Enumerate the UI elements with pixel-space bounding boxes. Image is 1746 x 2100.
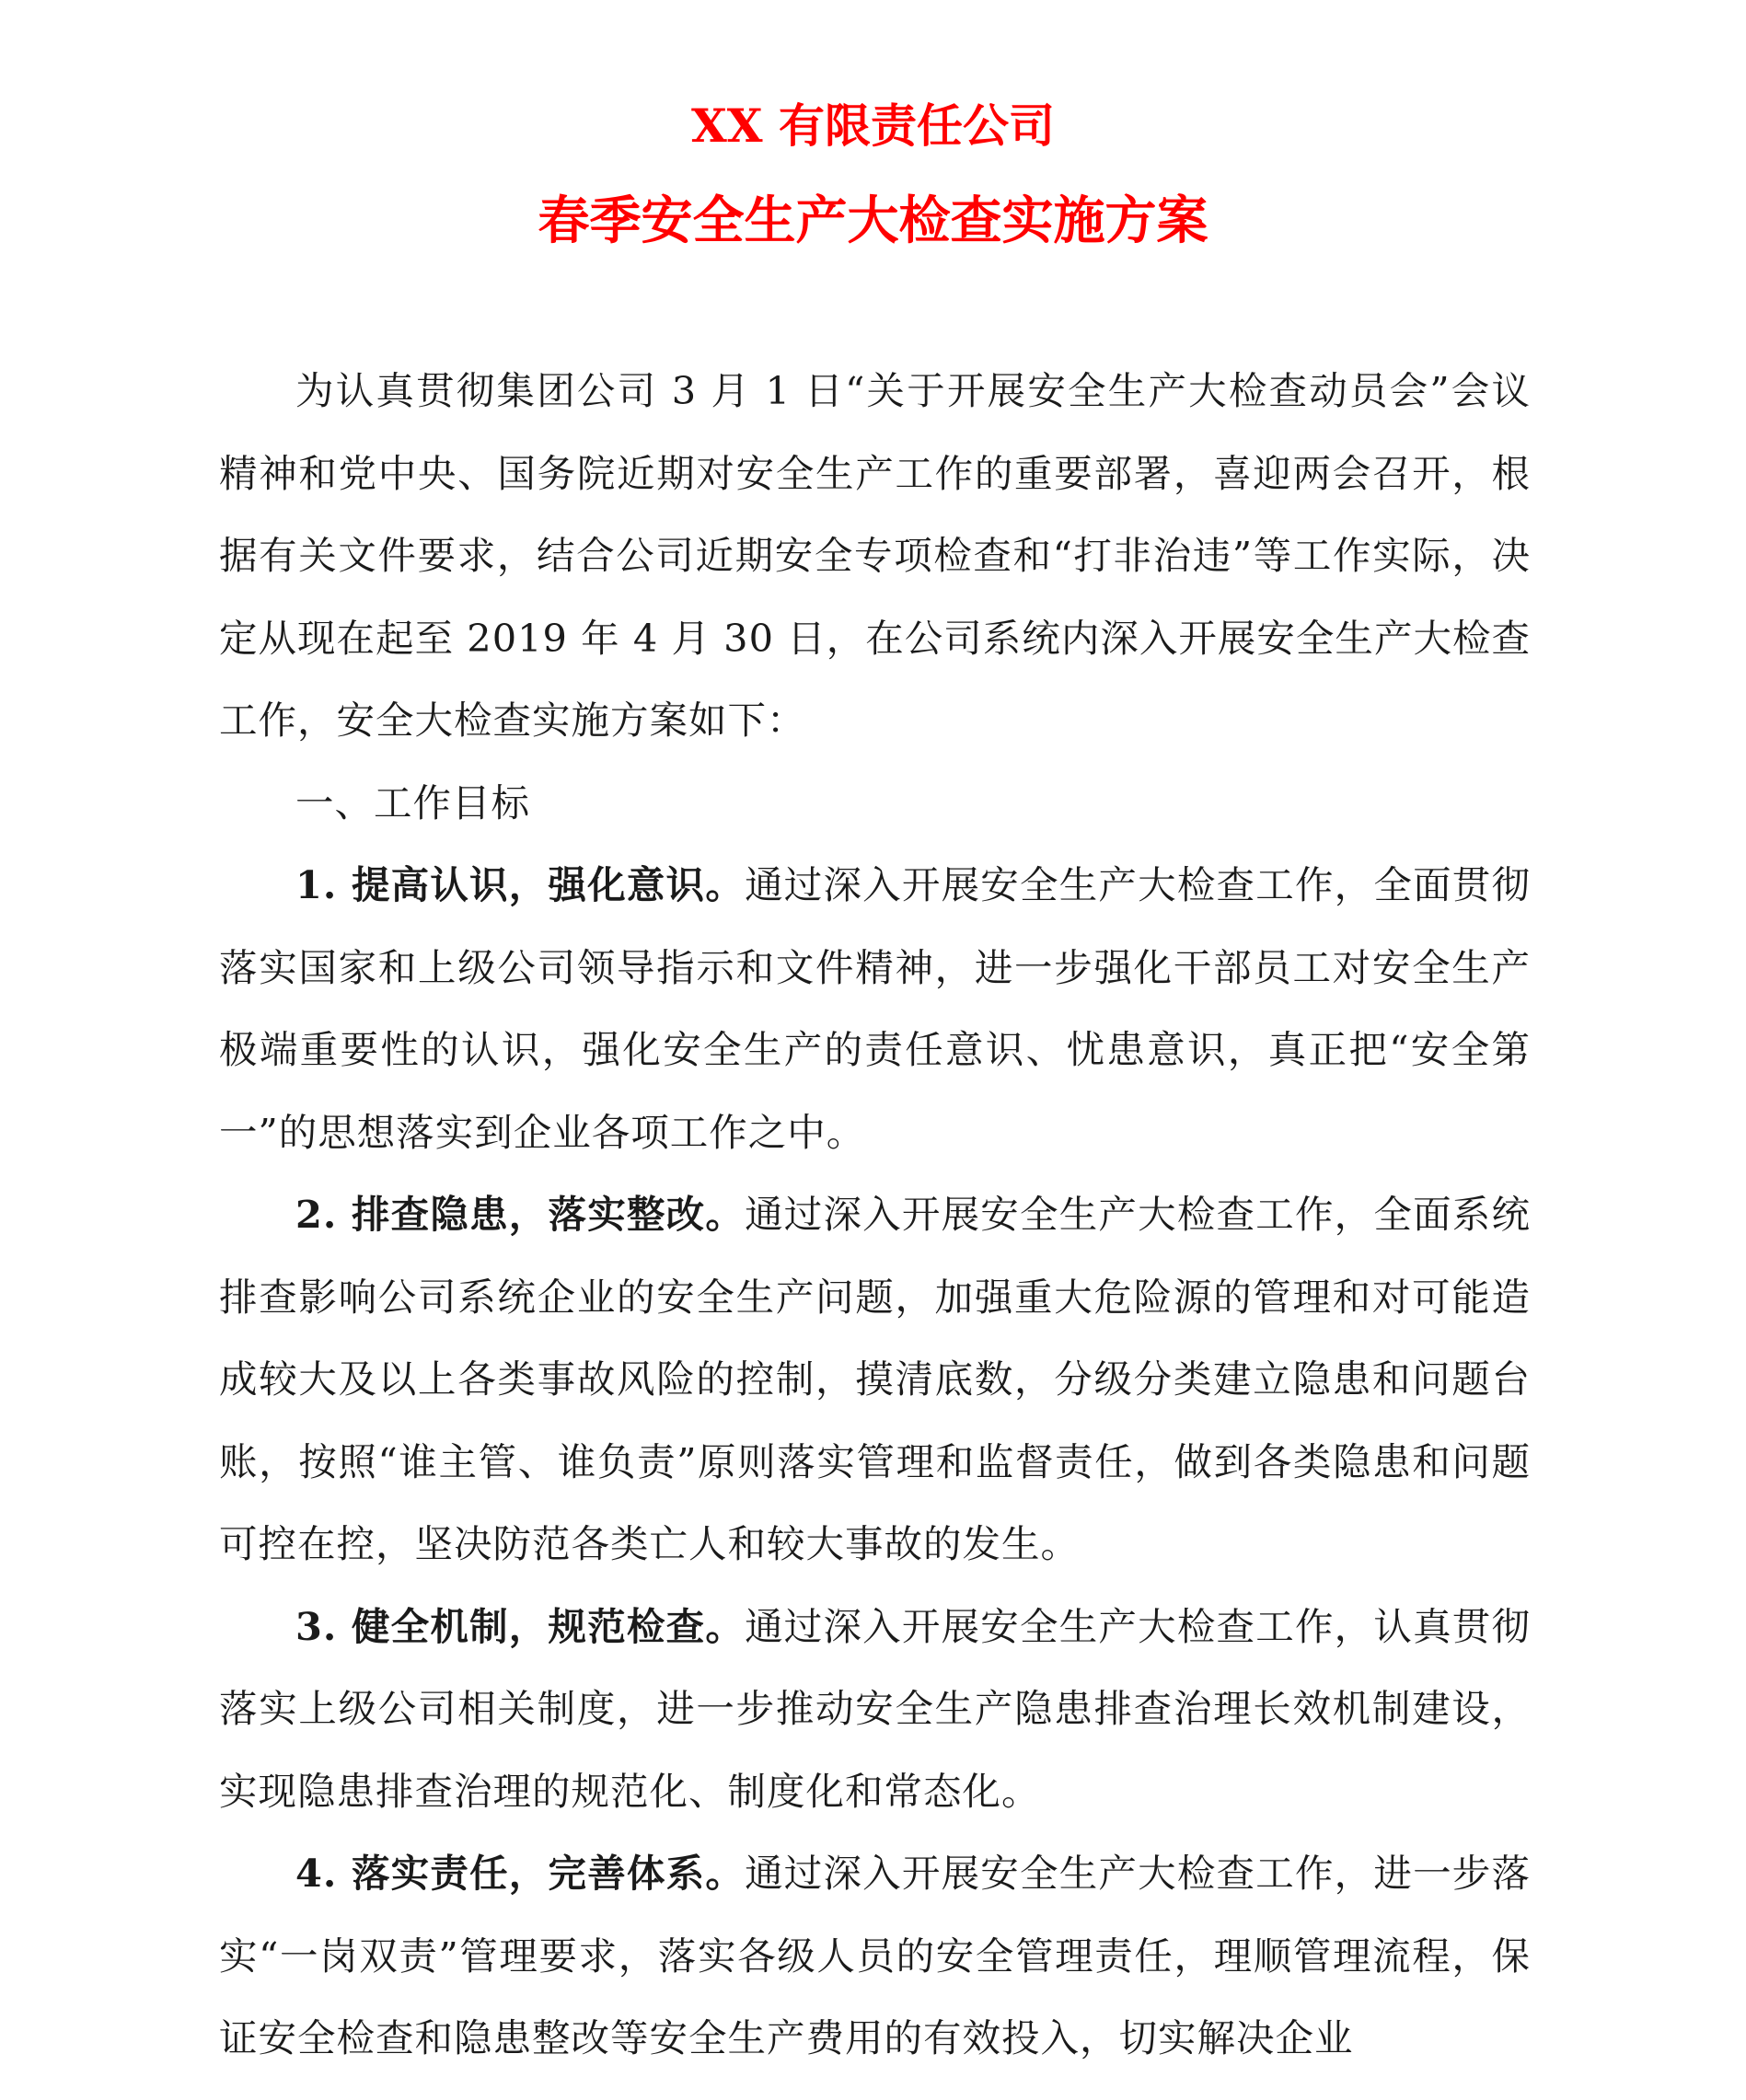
goal-item-2-lead: 2. 排查隐患，落实整改。 bbox=[295, 1192, 746, 1237]
document-title: 春季安全生产大检查实施方案 bbox=[538, 190, 1208, 251]
goal-item-4 bbox=[219, 1832, 1531, 2080]
goal-item-4-text: 通过深入开展安全生产大检查工作，进一步落实“一岗双责”管理要求，落实各级人员的安全管理责任，理顺管理流程，保证安全检查和隐患整改等安全生产费用的有效投入，切实解决企业 bbox=[219, 1851, 1531, 2060]
goal-item-2-text: 通过深入开展安全生产大检查工作，全面系统排查影响公司系统企业的安全生产问题，加强重大危险源的管理和对可能造成较大及以上各类事故风险的控制，摸清底数，分级分类建立隐患和问题台账，按照“谁主管、谁负责”原则落实管理和监督责任，做到各类隐患和问题可控在控，坚决防范各类亡人和较大事故的发生。 bbox=[219, 1192, 1531, 1566]
goal-item-2 bbox=[219, 1173, 1531, 1586]
intro-paragraph: 为认真贯彻集团公司 3 月 1 日“关于开展安全生产大检查动员会”会议精神和党中央、国务院近期对安全生产工作的重要部署，喜迎两会召开，根据有关文件要求，结合公司近期安全专项检查和“打非治违”等工作实际，决定从现在起至 2019 年 4 月 30 日，在公司系统内深入开展安全生产大检查工作，安全大检查实施方案如下： bbox=[219, 368, 1531, 743]
goal-item-1 bbox=[219, 844, 1531, 1173]
company-title: XX 有限责任公司 bbox=[691, 98, 1055, 153]
goal-item-3-text: 通过深入开展安全生产大检查工作，认真贯彻落实上级公司相关制度，进一步推动安全生产隐患排查治理长效机制建设，实现隐患排查治理的规范化、制度化和常态化。 bbox=[219, 1603, 1531, 1814]
section-heading-work-goals: 一、工作目标 bbox=[295, 779, 531, 825]
document-body bbox=[219, 350, 1531, 2080]
goal-item-3 bbox=[219, 1586, 1531, 1833]
goal-item-1-text: 通过深入开展安全生产大检查工作，全面贯彻落实国家和上级公司领导指示和文件精神，进一步强化干部员工对安全生产极端重要性的认识，强化安全生产的责任意识、忧患意识，真正把“安全第一”的思想落实到企业各项工作之中。 bbox=[219, 862, 1531, 1155]
goal-item-1-lead: 1. 提高认识，强化意识。 bbox=[295, 862, 746, 907]
goal-item-4-lead: 4. 落实责任，完善体系。 bbox=[295, 1851, 746, 1896]
goal-item-3-lead: 3. 健全机制，规范检查。 bbox=[295, 1603, 746, 1649]
